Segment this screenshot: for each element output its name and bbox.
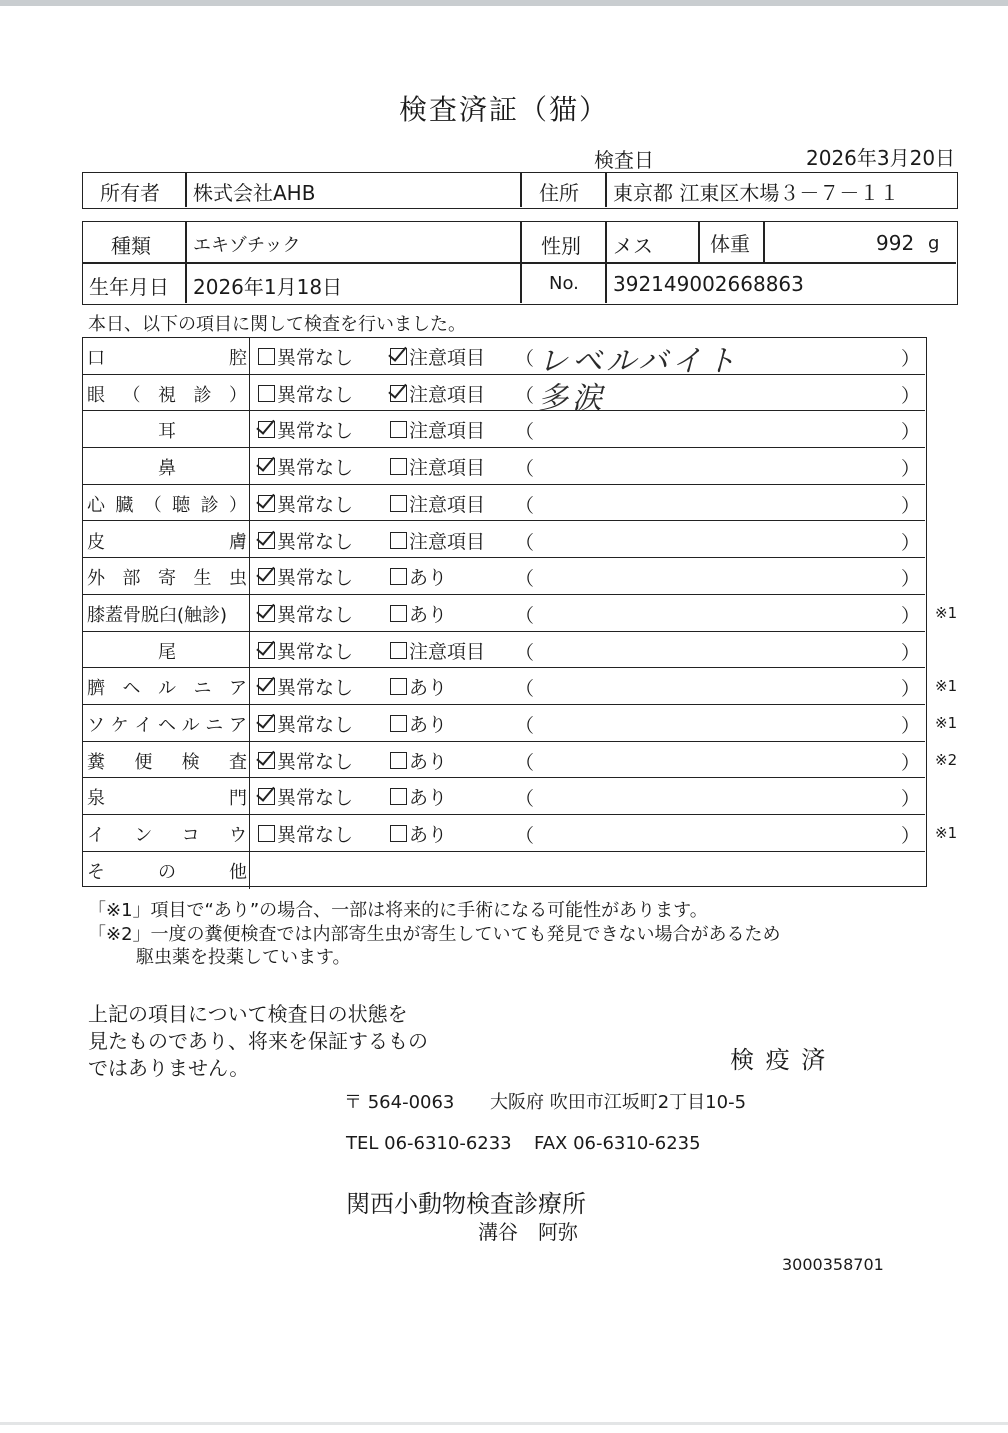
handwritten-remark: レベルバイト [538, 344, 740, 379]
checkbox[interactable] [390, 532, 407, 549]
checkbox[interactable] [258, 495, 275, 512]
option-alt[interactable]: あり [390, 820, 447, 847]
option-alt[interactable]: 注意項目 [390, 453, 485, 480]
clinic-name: 関西小動物検査診療所 [346, 1190, 586, 1218]
checkbox[interactable] [390, 568, 407, 585]
table-row [83, 668, 958, 705]
checkbox[interactable] [258, 532, 275, 549]
breed-label: 種類 [111, 234, 151, 258]
row-note: ※1 [935, 677, 958, 696]
paren-open: （ [515, 494, 535, 517]
sex-label: 性別 [541, 234, 581, 258]
paren-close: ） [901, 384, 921, 407]
inspection-table [82, 337, 958, 887]
table-row [83, 522, 925, 559]
paren-open: （ [515, 421, 535, 444]
clinic-person: 溝谷 阿弥 [478, 1220, 578, 1244]
row-label: 膝蓋骨脱臼(触診) [87, 604, 228, 626]
birth-label: 生年月日 [89, 275, 169, 299]
checkbox[interactable] [258, 788, 275, 805]
option-normal[interactable]: 異常なし [258, 600, 353, 627]
paren-open: （ [515, 788, 535, 811]
option-normal[interactable]: 異常なし [258, 343, 353, 370]
footnote-1: 「※1」項目で“あり”の場合、一部は将来的に手術になる可能性があります。 [88, 900, 708, 921]
option-normal[interactable]: 異常なし [258, 710, 353, 737]
owner-label: 所有者 [100, 181, 160, 205]
paren-open: （ [515, 751, 535, 774]
paren-open: （ [515, 641, 535, 664]
checkbox[interactable] [390, 678, 407, 695]
option-alt[interactable]: あり [390, 673, 447, 700]
weight-value: 992 [876, 231, 915, 255]
checkbox[interactable] [390, 605, 407, 622]
checkbox[interactable] [258, 605, 275, 622]
row-label: 皮 膚 [87, 531, 247, 553]
checkbox[interactable] [390, 495, 407, 512]
checkbox[interactable] [390, 788, 407, 805]
row-label: 臍 ヘ ル ニ ア [87, 678, 247, 700]
address-label: 住所 [539, 181, 579, 205]
row-label: 外 部 寄 生 虫 [87, 568, 247, 590]
owner-box [82, 172, 958, 209]
checkbox[interactable] [258, 752, 275, 769]
option-normal[interactable]: 異常なし [258, 783, 353, 810]
no-value: 392149002668863 [613, 272, 804, 296]
inspection-stamp: 検 疫 済 [730, 1046, 828, 1074]
clinic-postal: 〒 564-0063 [344, 1092, 455, 1113]
option-alt[interactable]: あり [390, 710, 447, 737]
serial-number: 3000358701 [782, 1255, 884, 1274]
checkbox[interactable] [258, 642, 275, 659]
row-label: そ の 他 [87, 861, 247, 883]
checkbox[interactable] [390, 348, 407, 365]
paren-close: ） [901, 788, 921, 811]
paren-close: ） [901, 641, 921, 664]
option-alt[interactable]: あり [390, 600, 447, 627]
table-row [83, 485, 925, 522]
checkbox[interactable] [258, 421, 275, 438]
footnote-2: 「※2」一度の糞便検査では内部寄生虫が寄生していても発見できない場合があるため [88, 924, 781, 945]
row-note: ※1 [935, 714, 958, 732]
option-normal[interactable]: 異常なし [258, 453, 353, 480]
row-label: 耳 [158, 421, 176, 443]
checkbox[interactable] [390, 642, 407, 659]
row-note: ※2 [935, 750, 958, 769]
option-alt[interactable]: あり [390, 563, 447, 590]
disclaimer-line-2: 見たものであり、将来を保証するもの [88, 1029, 428, 1053]
handwritten-remark: 多涙 [538, 380, 606, 416]
table-row [83, 705, 958, 742]
table-row [83, 778, 925, 815]
paren-open: （ [515, 458, 535, 481]
paren-open: （ [515, 825, 535, 848]
scan-bottom-edge [0, 1422, 1008, 1425]
table-row [83, 338, 925, 379]
table-row [83, 632, 925, 669]
checkbox[interactable] [390, 385, 407, 402]
footnote-3: 駆虫薬を投薬しています。 [136, 947, 351, 968]
table-row [83, 815, 958, 852]
scan-top-edge [0, 0, 1008, 6]
option-normal[interactable]: 異常なし [258, 747, 353, 774]
pet-info-box [82, 221, 958, 305]
intro-text: 本日、以下の項目に関して検査を行いました。 [88, 314, 466, 335]
owner-value: 株式会社AHB [193, 181, 316, 205]
paren-close: ） [901, 348, 921, 370]
option-alt[interactable]: 注意項目 [390, 416, 485, 443]
page-title: 検査済証（猫） [398, 93, 609, 126]
table-row [83, 742, 958, 779]
checkbox[interactable] [390, 421, 407, 438]
paren-close: ） [901, 458, 921, 481]
paren-close: ） [901, 494, 921, 517]
option-alt[interactable]: 注意項目 [390, 490, 485, 517]
disclaimer-line-1: 上記の項目について検査日の状態を [88, 1002, 408, 1026]
paren-close: ） [901, 751, 921, 774]
table-row [83, 558, 925, 595]
paren-open: （ [515, 348, 535, 370]
exam-date-label: 検査日 [594, 148, 654, 172]
row-label: イ ン コ ウ [87, 825, 247, 847]
paren-open: （ [515, 531, 535, 554]
paren-close: ） [901, 825, 921, 848]
checkbox[interactable] [390, 458, 407, 475]
breed-value: エキゾチック [193, 235, 301, 256]
option-normal[interactable]: 異常なし [258, 637, 353, 664]
paren-close: ） [901, 678, 921, 701]
paren-close: ） [901, 604, 921, 627]
paren-close: ） [901, 715, 921, 737]
disclaimer-line-3: ではありません。 [88, 1056, 250, 1080]
option-alt[interactable]: 注意項目 [390, 380, 485, 407]
row-label: 糞 便 検 査 [87, 751, 247, 773]
option-alt[interactable]: あり [390, 747, 447, 774]
option-alt[interactable]: 注意項目 [390, 527, 485, 554]
clinic-address: 大阪府 吹田市江坂町2丁目10-5 [490, 1092, 747, 1113]
row-label: 泉 門 [87, 788, 247, 810]
option-alt[interactable]: あり [390, 783, 447, 810]
paren-open: （ [515, 678, 535, 701]
paren-open: （ [515, 384, 535, 407]
table-row [83, 595, 958, 632]
address-value: 東京都 江東区木場３－７－１１ [613, 181, 900, 205]
clinic-fax: FAX 06-6310-6235 [534, 1133, 701, 1154]
paren-close: ） [901, 531, 921, 554]
weight-unit: g [928, 233, 940, 254]
exam-date-value: 2026年3月20日 [806, 146, 956, 170]
weight-label: 体重 [710, 232, 750, 256]
option-normal[interactable]: 異常なし [258, 527, 353, 554]
row-label: 心 臓 （ 聴 診 ） [87, 494, 247, 516]
checkbox[interactable] [390, 715, 407, 732]
option-normal[interactable]: 異常なし [258, 380, 353, 407]
checkbox[interactable] [258, 825, 275, 842]
table-row [83, 411, 925, 448]
row-label: 尾 [158, 641, 176, 663]
option-normal[interactable]: 異常なし [258, 673, 353, 700]
birth-value: 2026年1月18日 [193, 275, 343, 299]
checkbox[interactable] [258, 568, 275, 585]
row-label: ソ ケ イ ヘ ル ニ ア [87, 715, 247, 736]
checkbox[interactable] [258, 458, 275, 475]
checkbox[interactable] [390, 752, 407, 769]
checkbox[interactable] [390, 825, 407, 842]
row-note: ※1 [935, 603, 958, 622]
option-normal[interactable]: 異常なし [258, 416, 353, 443]
no-label: No. [549, 273, 579, 294]
paren-open: （ [515, 604, 535, 627]
checkbox[interactable] [258, 385, 275, 402]
row-label: 鼻 [158, 458, 176, 480]
paren-open: （ [515, 568, 535, 591]
option-normal[interactable]: 異常なし [258, 490, 353, 517]
paren-open: （ [515, 715, 535, 737]
table-row [83, 852, 925, 889]
checkbox[interactable] [258, 348, 275, 365]
checkbox[interactable] [258, 678, 275, 695]
table-row [83, 448, 925, 485]
sex-value: メス [613, 234, 653, 258]
option-normal[interactable]: 異常なし [258, 820, 353, 847]
paren-close: ） [901, 568, 921, 591]
checkbox[interactable] [258, 715, 275, 732]
row-label: 口 腔 [87, 348, 247, 369]
row-note: ※1 [935, 824, 958, 843]
table-row [83, 375, 925, 416]
paren-close: ） [901, 421, 921, 444]
option-alt[interactable]: 注意項目 [390, 343, 485, 370]
option-alt[interactable]: 注意項目 [390, 637, 485, 664]
clinic-tel: TEL 06-6310-6233 [346, 1133, 512, 1154]
option-normal[interactable]: 異常なし [258, 563, 353, 590]
row-label: 眼 （ 視 診 ） [87, 384, 247, 406]
